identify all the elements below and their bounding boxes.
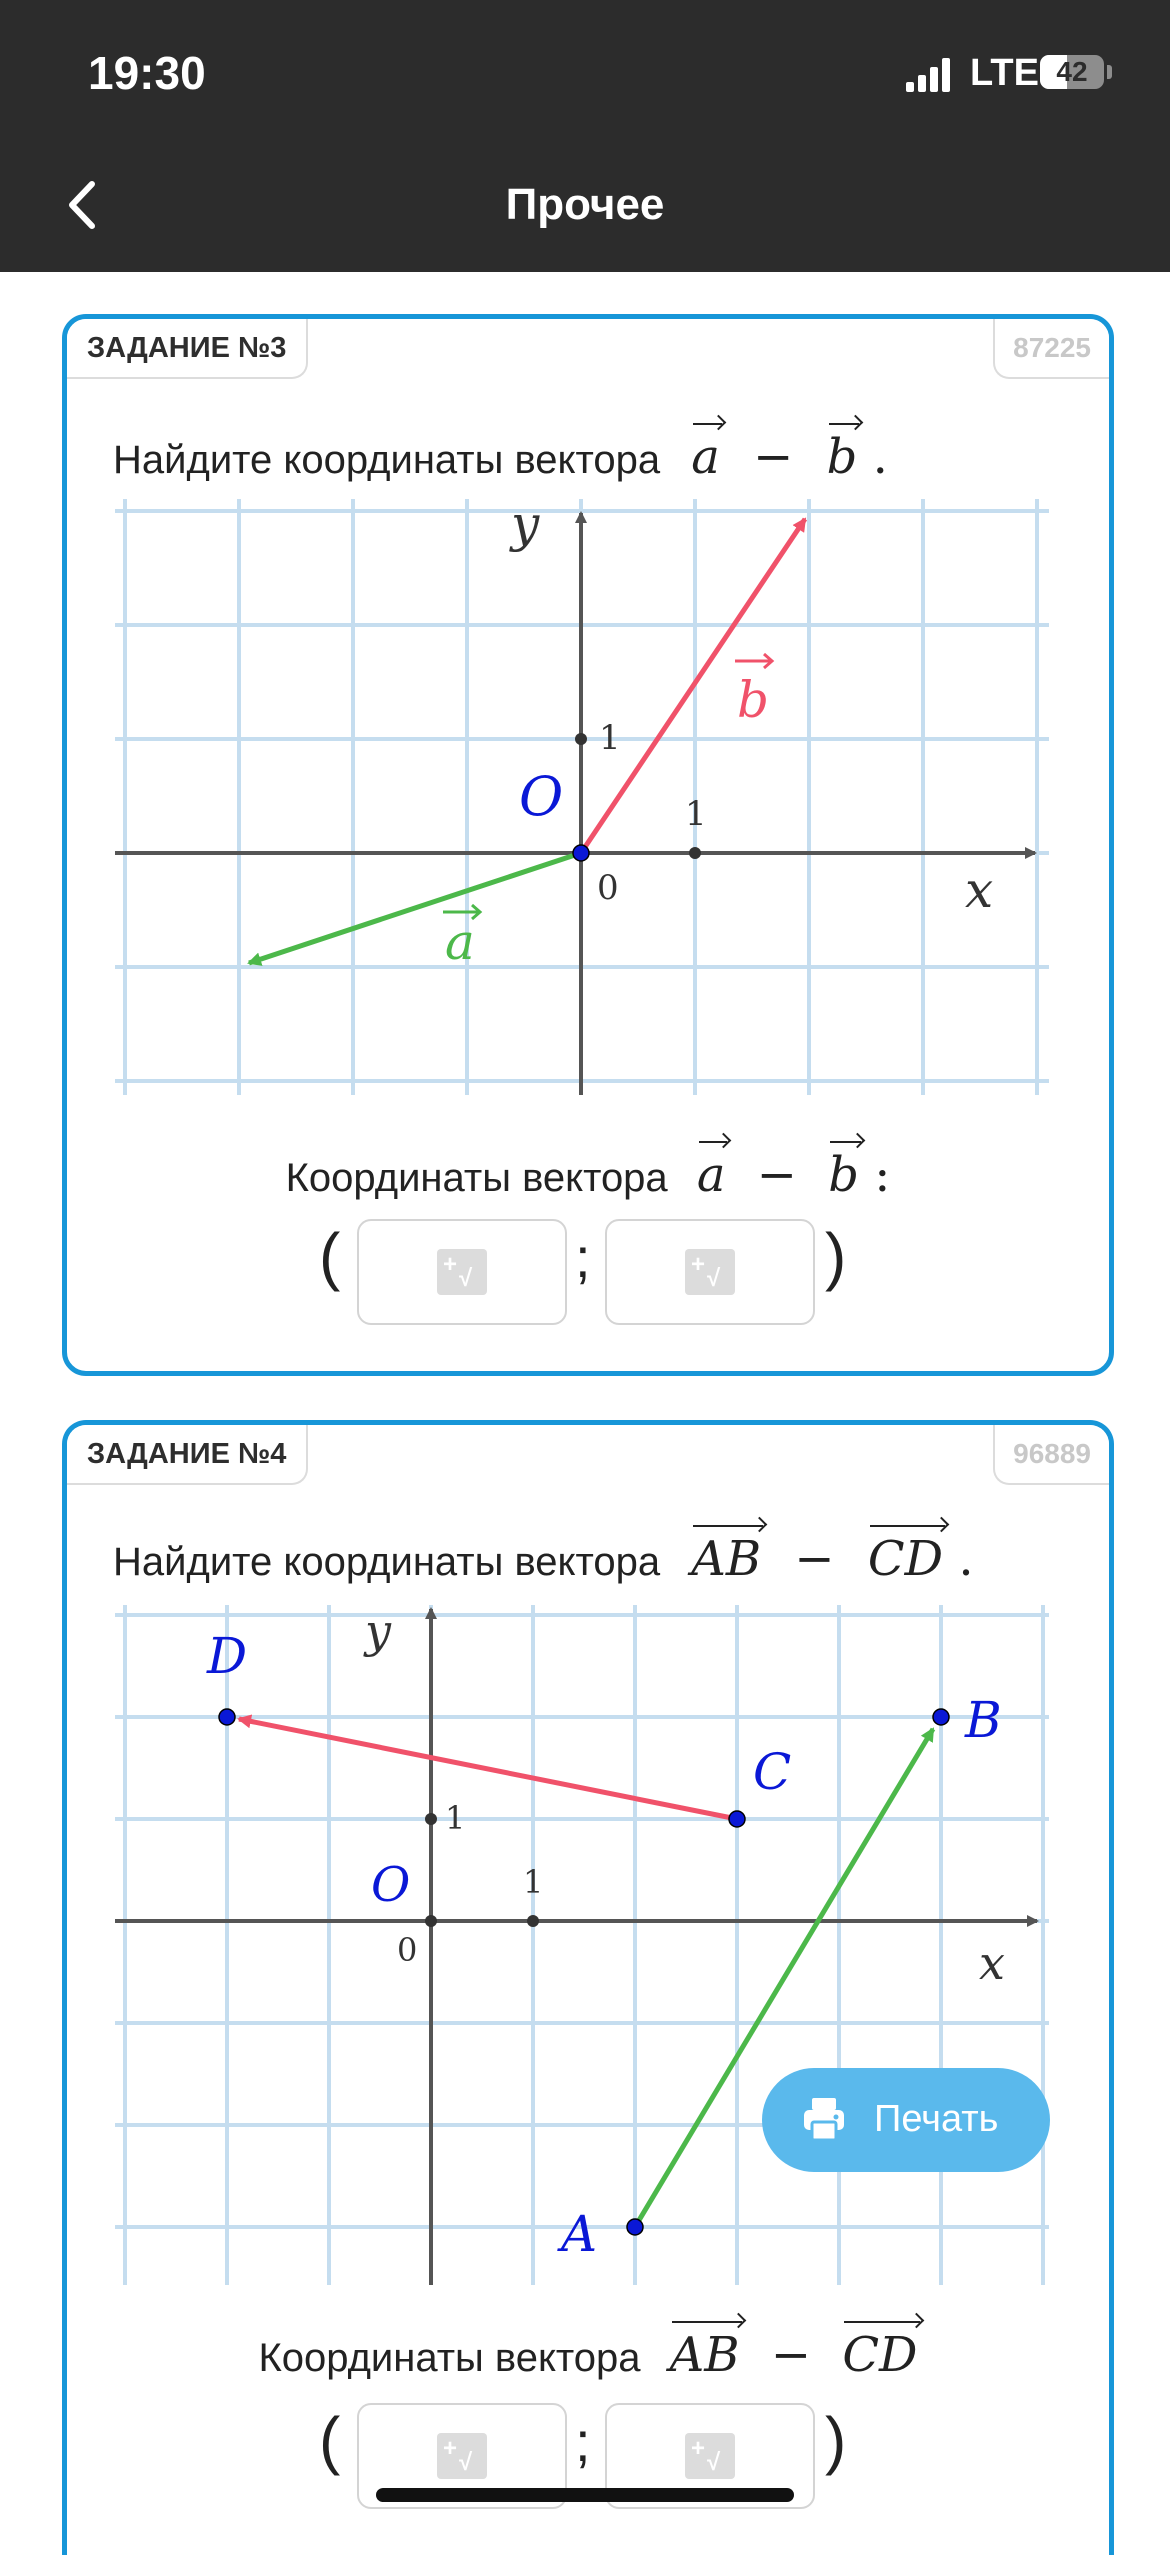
vector-a-symbol: a (691, 419, 720, 485)
svg-text:b: b (737, 671, 770, 729)
vector-cd-symbol: CD (842, 2317, 917, 2383)
period: . (958, 1531, 974, 1587)
vector-b-symbol: b (828, 1137, 859, 1203)
print-button-label: Печать (874, 2098, 999, 2140)
minus-sign: − (756, 1147, 797, 1203)
tick-point-x (689, 847, 701, 859)
tick-label-x: 1 (523, 1863, 544, 1901)
answer-y-input[interactable] (605, 1219, 815, 1325)
formula-icon[interactable]: + √ (437, 2433, 487, 2479)
answer-prompt-text: Координаты вектора (258, 2336, 641, 2380)
navigation-bar (0, 140, 1170, 272)
home-indicator (376, 2488, 794, 2502)
battery-tip (1107, 65, 1112, 79)
status-time: 19:30 (88, 47, 206, 99)
task-label: ЗАДАНИЕ №4 (67, 1425, 308, 1485)
tick-label-y: 1 (445, 1799, 466, 1837)
task-id: 87225 (993, 319, 1109, 379)
network-type: LTE (970, 52, 1039, 94)
vector-a-symbol: a (697, 1137, 726, 1203)
task-card-4 (62, 1420, 1114, 2555)
answer-vector-expression (670, 2327, 918, 2383)
point-c-label: C (753, 1743, 792, 1801)
x-axis-label: x (965, 861, 994, 919)
point-a-label: A (561, 2205, 598, 2263)
formula-icon[interactable]: + √ (685, 1249, 735, 1295)
status-bar (0, 0, 1170, 140)
answer-prompt (67, 1137, 1109, 1203)
origin-label: O (371, 1857, 411, 1913)
task-prompt (113, 1521, 974, 1587)
vector-b-symbol: b (827, 419, 858, 485)
minus-sign: − (794, 1531, 835, 1587)
minus-sign: − (753, 429, 794, 485)
separator: ; (575, 1226, 591, 1289)
task-prompt-text: Найдите координаты вектора (113, 438, 661, 482)
task-id: 96889 (993, 1425, 1109, 1485)
grid (115, 1605, 1049, 2285)
tick-point-x (527, 1915, 539, 1927)
vector-a (249, 853, 581, 963)
cellular-signal-icon (906, 58, 952, 92)
close-paren: ) (825, 2404, 847, 2476)
task-label: ЗАДАНИЕ №3 (67, 319, 308, 379)
tick-label-x: 1 (685, 794, 707, 834)
vector-cd (239, 1719, 737, 1819)
point-c (729, 1811, 745, 1827)
vector-expression (691, 1531, 973, 1587)
answer-x-input[interactable] (357, 1219, 567, 1325)
tick-point-y (575, 733, 587, 745)
x-axis-label: x (979, 1936, 1005, 1990)
coordinate-graph-2 (115, 1605, 1049, 2285)
vector-ab-symbol: AB (670, 2317, 740, 2383)
y-axis-label: y (365, 1605, 391, 1658)
task-card-3 (62, 314, 1114, 1376)
formula-icon[interactable]: + √ (685, 2433, 735, 2479)
minus-sign: − (770, 2327, 812, 2383)
answer-prompt-text: Координаты вектора (285, 1156, 668, 1200)
vector-cd-symbol: CD (868, 1521, 943, 1587)
battery-percent: 42 (1056, 56, 1088, 87)
tick-point-y (425, 1813, 437, 1825)
origin-label: O (519, 765, 564, 828)
vector-b-label (735, 654, 772, 729)
point-b (933, 1709, 949, 1725)
task-prompt-text: Найдите координаты вектора (113, 1540, 661, 1584)
zero-label: 0 (597, 868, 619, 908)
y-axis-label: y (511, 499, 540, 553)
formula-icon[interactable]: + √ (437, 1249, 487, 1295)
vector-expression (691, 429, 888, 485)
point-d (219, 1709, 235, 1725)
point-a (627, 2219, 643, 2235)
printer-icon (802, 2096, 846, 2142)
vector-ab-symbol: AB (691, 1521, 761, 1587)
tick-label-y: 1 (599, 718, 621, 758)
separator: ; (575, 2410, 591, 2473)
print-button[interactable] (762, 2068, 1050, 2172)
coordinate-graph-1 (115, 499, 1049, 1095)
page-title: Прочее (505, 180, 665, 229)
open-paren: ( (319, 1220, 341, 1292)
open-paren: ( (319, 2404, 341, 2476)
svg-text:a: a (445, 913, 475, 971)
vector-a-label (443, 905, 480, 971)
period: . (872, 429, 888, 485)
task-prompt (113, 419, 888, 485)
close-paren: ) (825, 1220, 847, 1292)
battery-icon (1040, 55, 1104, 89)
point-b-label: B (965, 1691, 1002, 1749)
origin-point (425, 1915, 437, 1927)
zero-label: 0 (397, 1931, 418, 1969)
origin-point (573, 845, 589, 861)
answer-prompt (67, 2317, 1109, 2383)
point-d-label: D (207, 1627, 248, 1685)
colon: : (874, 1147, 891, 1203)
answer-vector-expression (697, 1147, 891, 1203)
